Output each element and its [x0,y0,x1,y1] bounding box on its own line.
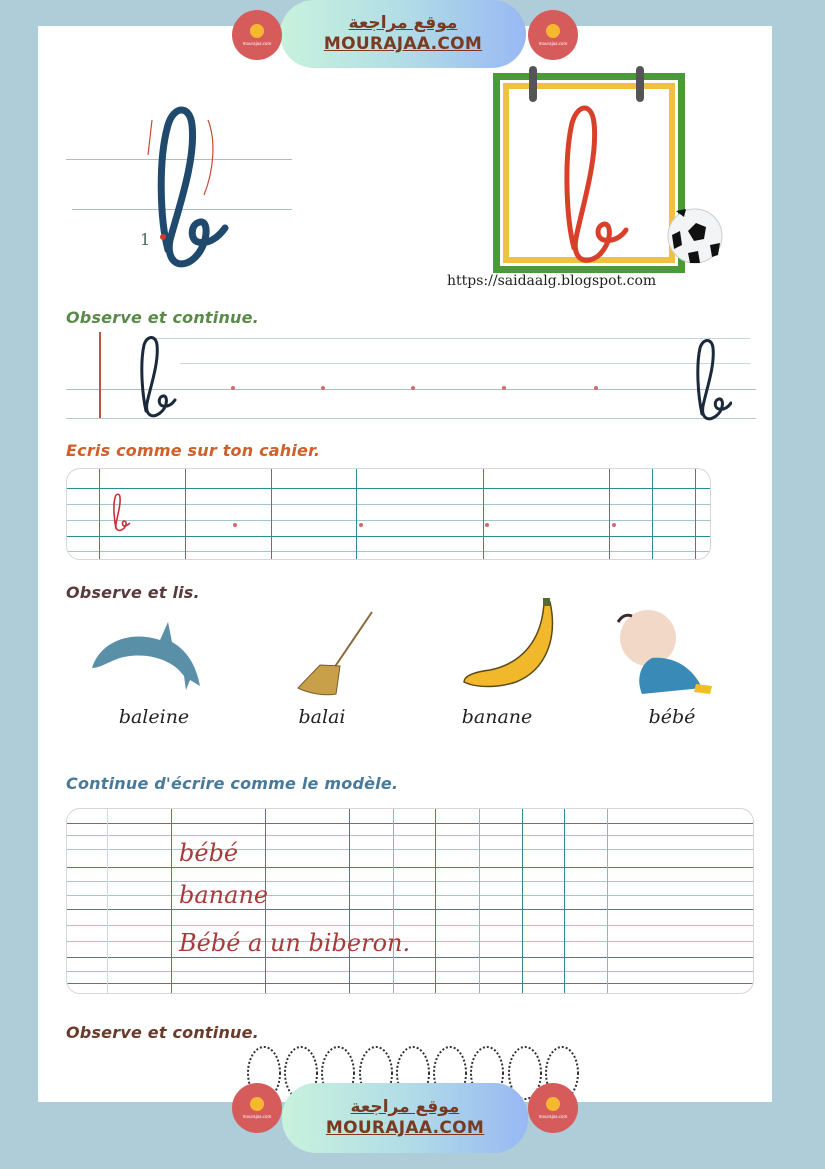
cursive-b-red-small-icon [109,493,131,533]
mourajaa-badge-right: mourajaa.com [528,10,578,60]
credit-url[interactable]: https://saidaalg.blogspot.com [447,273,657,289]
picture-label-baleine: baleine [118,706,190,728]
banner-arabic-title: موقع مراجعة [348,13,458,33]
picture-label-banane: banane [461,706,533,728]
section-title-observe-continue: Observe et continue. [66,308,259,327]
picture-label-bebe: bébé [648,706,696,728]
book-icon [250,1097,264,1111]
book-icon [250,24,264,38]
banner-arabic-title: موقع مراجعة [350,1097,460,1117]
banner-site-link[interactable]: MOURAJAA.COM [325,1118,485,1138]
notebook-grid-1 [66,468,711,560]
cursive-b-trace-icon [128,333,178,423]
section-title-observe-lis: Observe et lis. [66,583,200,602]
mourajaa-badge-left-bottom: mourajaa.com [232,1083,282,1133]
binder-ring-right-icon [636,66,644,102]
section-title-ecris-cahier: Ecris comme sur ton cahier. [66,441,321,460]
margin-line [99,332,101,418]
section-title-observe-continue-2: Observe et continue. [66,1023,259,1042]
model-line-2: banane [179,881,269,909]
banana-icon [460,598,560,690]
baby-icon [612,608,716,700]
soccer-ball-icon [666,205,724,267]
model-line-3: Bébé a un biberon. [179,929,411,957]
mourajaa-badge-right-bottom: mourajaa.com [528,1083,578,1133]
picture-label-balai: balai [298,706,346,728]
mourajaa-badge-left: mourajaa.com [232,10,282,60]
cursive-b-example-icon [688,338,732,422]
mourajaa-banner-top[interactable] [280,0,526,68]
mourajaa-banner-bottom[interactable] [282,1083,528,1153]
section-title-continue-modele: Continue d'écrire comme le modèle. [66,774,399,793]
book-icon [546,24,560,38]
model-line-1: bébé [179,839,239,867]
cursive-b-red-icon [540,98,650,268]
stroke-start-number: 1 [140,230,151,249]
book-icon [546,1097,560,1111]
letter-card [493,73,685,273]
notebook-grid-2 [66,808,754,994]
broom-icon [290,610,380,700]
banner-site-link[interactable]: MOURAJAA.COM [323,34,483,54]
dolphin-icon [90,620,205,692]
binder-ring-left-icon [529,66,537,102]
